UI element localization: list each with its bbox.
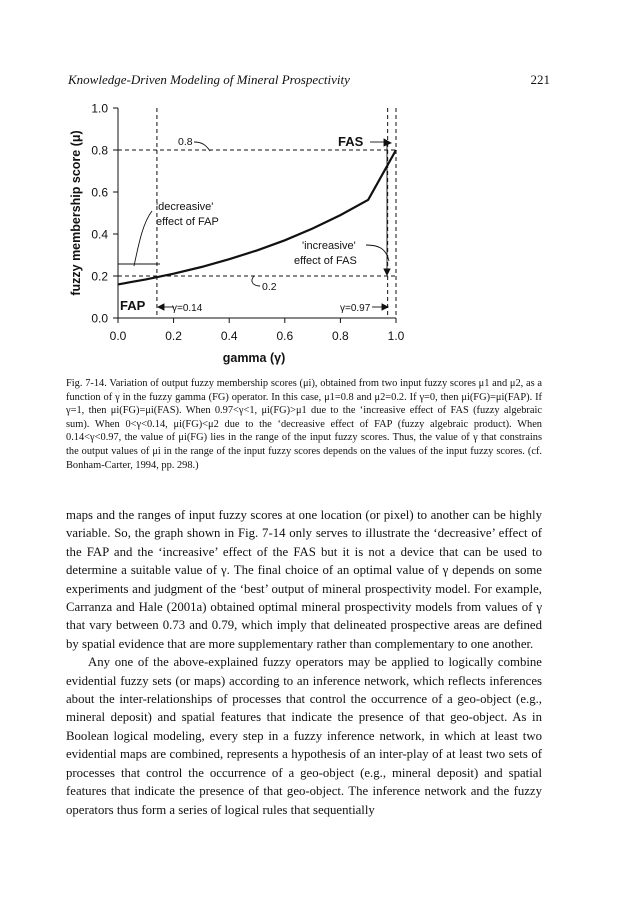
gamma-chart: [66, 98, 406, 370]
label-fap: FAP: [120, 298, 146, 313]
decreasive-pointer: [134, 211, 152, 266]
y-tick-label: 0.4: [91, 227, 108, 242]
running-header: [68, 72, 550, 90]
paragraph: Any one of the above-explained fuzzy operators may be applied to logically combine evidential fuzzy sets (or maps) according to an inference network, which reflects inferences about the inter-relationships of processes that control the occurrence of a geo-object (e.g., mineral deposit) and spatial features that indicate the presence of that geo-object. As in Boolean logical modeling, every step in a fuzzy inference network, in which at least two evidential maps are combined, represents a hypothesis of an inter-play of at least two sets of processes that control the occurrence of a geo-object (e.g., mineral deposit) and spatial features that indicate the presence of that geo-object. The inference network and the fuzzy operators thus form a series of logical rules that sequentially: [66, 655, 542, 817]
label-0.8: 0.8: [178, 136, 193, 148]
paragraph: maps and the ranges of input fuzzy scores at one location (or pixel) to another can be highly variable. So, the graph shown in Fig. 7-14 only serves to illustrate the ‘decreasive’ effect of the FAP and the ‘increasive’ effect of the FAS but it is not a device that can be used to determine a suitable value of γ. The final choice of an optimal value of γ depends on some experiments and judgment of the ‘best’ output of mineral prospectivity model. For example, Carranza and Hale (2001a) obtained optimal mineral prospectivity models from values of γ that vary between 0.73 and 0.79, which imply that delineated prospective areas are defined by spatial evidence that are more supplementary rather than complementary to one another.: [66, 508, 542, 651]
gamma-097-arrowhead: [382, 304, 388, 310]
x-tick-label: 0.6: [276, 329, 294, 343]
x-tick-label: 0.4: [220, 329, 238, 343]
label-increasive-1: 'increasive': [302, 240, 356, 252]
fas-arrowhead: [384, 139, 391, 146]
y-tick-label: 0.2: [91, 269, 108, 284]
label-decreasive-1: 'decreasive': [156, 201, 214, 213]
fas-bracket-arrowhead: [384, 269, 390, 275]
y-tick-label: 0.0: [91, 311, 108, 326]
label-0.2: 0.2: [262, 281, 277, 293]
y-tick-label: 0.6: [91, 185, 108, 200]
figure-caption: Fig. 7-14. Variation of output fuzzy membership scores (μi), obtained from two input fuzzy scores μ1 and μ2, as a function of γ in the fuzzy gamma (FG) operator. In this case, μ1=0.8 and μ2=0.2. If γ=0, then μi(FG)=μi(FAP). If γ=1, then μi(FG)=μi(FAS). When 0.97<γ<1, μi(FG)>μ1 due to the ‘increasive effect of FAS (fuzzy algebraic sum). When 0<γ<0.14, μi(FG)<μ2 due to the ‘decreasive effect of FAP (fuzzy algebraic product). When 0.14<γ<0.97, the value of μi(FG) lies in the range of the input fuzzy scores. Thus, the value of γ that constrains the output values of μi in the range of the input fuzzy scores depends on the values of the input fuzzy scores. (cf. Bonham-Carter, 1994, pp. 298.): [66, 378, 542, 471]
label-fas: FAS: [338, 134, 364, 149]
label-gamma-014: γ=0.14: [172, 303, 203, 314]
y-tick-label: 1.0: [91, 101, 108, 116]
page-number: 221: [530, 72, 550, 87]
figure-7-14: [66, 98, 406, 370]
y-axis-title: fuzzy membership score (μ): [69, 130, 83, 296]
y-tick-label: 0.8: [91, 143, 108, 158]
body-text: [66, 506, 542, 819]
running-title: Knowledge-Driven Modeling of Mineral Prospectivity: [68, 72, 350, 87]
label-decreasive-2: effect of FAP: [156, 216, 219, 228]
x-tick-label: 1.0: [387, 329, 405, 343]
label-gamma-097: γ=0.97: [340, 303, 371, 314]
increasive-pointer: [366, 245, 389, 261]
label-increasive-2: effect of FAS: [294, 255, 357, 267]
x-tick-label: 0.2: [165, 329, 182, 343]
x-tick-label: 0.8: [332, 329, 349, 343]
x-axis-title: gamma (γ): [222, 351, 286, 365]
gamma-014-arrowhead: [158, 304, 164, 310]
x-tick-label: 0.0: [109, 329, 127, 343]
label-0.2-pointer: [252, 276, 260, 286]
